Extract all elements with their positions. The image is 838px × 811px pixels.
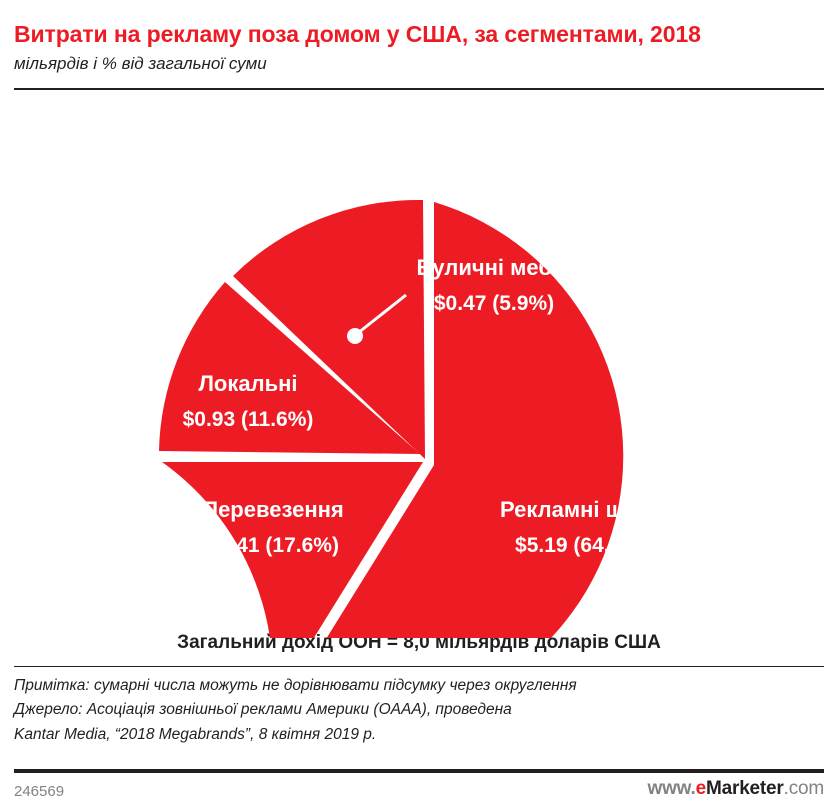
chart-id: 246569 <box>14 783 65 800</box>
brand-marketer: Marketer <box>706 778 784 799</box>
slice-label-street-furniture-name: Вуличні меблі <box>416 254 572 280</box>
chart-footer <box>14 769 824 803</box>
page-title: Витрати на рекламу поза домом у США, за сегментами, 2018 <box>14 21 701 47</box>
brand-e: e <box>695 778 706 799</box>
chart-notes <box>14 667 824 746</box>
brand-logo <box>648 778 825 800</box>
pie-chart <box>14 90 824 638</box>
brand-com: .com <box>783 778 824 799</box>
brand-www: www. <box>647 778 696 799</box>
pie-slices-svg <box>14 90 824 638</box>
pie-graphic <box>14 90 824 638</box>
chart-total: Загальний дохід ООН = 8,0 мільярдів доларів США <box>177 631 661 653</box>
slice-label-transit-name: Перевезення <box>202 496 344 522</box>
source-line-2: Kantar Media, “2018 Megabrands”, 8 квітня 2019 р. <box>14 725 377 743</box>
note-line: Примітка: сумарні числа можуть не дорівнювати підсумку через округлення <box>14 676 577 694</box>
divider-bottom <box>14 769 824 773</box>
chart-subtitle: мільярдів і % від загальної суми <box>14 53 267 73</box>
slice-label-transit-value: $1.41 (17.6%) <box>207 534 339 558</box>
slice-label-local-value: $0.93 (11.6%) <box>182 408 314 432</box>
slice-label-local-name: Локальні <box>198 370 298 396</box>
source-line-1: Джерело: Асоціація зовнішньої реклами Америки (OAAA), проведена <box>14 701 512 719</box>
chart-header <box>14 0 824 74</box>
slice-label-billboards-value: $5.19 (64.9%) <box>515 534 647 558</box>
leader-dot-street-furniture <box>347 328 363 344</box>
slice-label-billboards-name: Рекламні щити <box>499 496 663 522</box>
slice-label-street-furniture-value: $0.47 (5.9%) <box>433 292 555 316</box>
